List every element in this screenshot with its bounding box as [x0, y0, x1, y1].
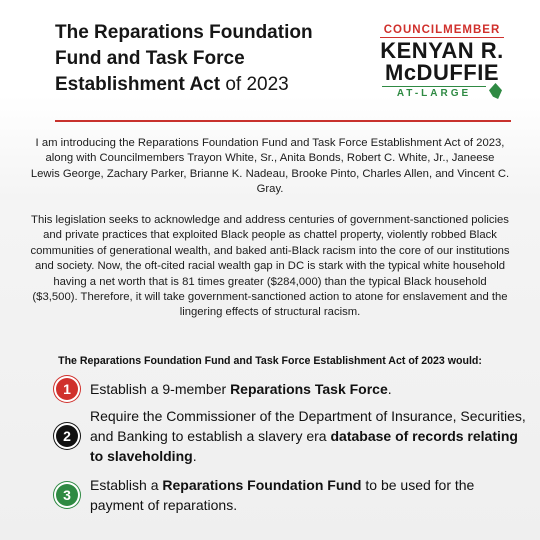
number-1-badge-icon: 1: [56, 378, 78, 400]
item-3-post: to be used for the payment of reparations.: [90, 477, 475, 513]
item-2-bold: database of records relating to slaveholding: [90, 428, 518, 464]
legislation-paragraph: This legislation seeks to acknowledge and address centuries of government-sanctioned policies and private practices that exploited Black people as chattel property, violently robbed Black communities of generational wealth, and baked anti-Black racism into the core of our institutions and society. Now, the oft-cited racial wealth gap in DC is stark with the typical white household having a net worth that is 81 times greater ($284,000) than the typical Black household ($3,500). Therefore, it will take government-sanctioned action to atone for enslavement and the lingering effects of structural racism.: [30, 214, 510, 319]
dc-map-icon: [489, 83, 502, 99]
title-line-3: [55, 72, 355, 98]
item-3-pre: Establish a: [90, 477, 163, 493]
item-1-pre: Establish a 9-member: [90, 381, 231, 397]
list-item-2: [56, 406, 526, 466]
title-line-1: The Reparations Foundation: [55, 22, 313, 43]
number-3-badge-icon: 3: [56, 484, 78, 506]
title-line-2: Fund and Task Force: [55, 48, 245, 69]
page-title: [55, 20, 355, 98]
list-item-1-text: [90, 379, 392, 399]
intro-paragraph: I am introducing the Reparations Foundation Fund and Task Force Establishment Act of 2023, along with Councilmembers Trayon White, Sr., Anita Bonds, Robert C. White, Jr., Janeese Lewis George, Zachary Parker, Brianne K. Nadeau, Brooke Pinto, Charles Allen, and Vincent C. Gray.: [30, 137, 510, 196]
item-1-post: .: [387, 381, 392, 397]
title-year: of 2023: [220, 74, 289, 95]
number-2-badge-icon: 2: [56, 425, 78, 447]
list-item-3-text: [90, 475, 526, 515]
list-item-3: [56, 475, 526, 515]
item-1-bold: Reparations Task Force: [230, 381, 388, 397]
list-item-2-text: [90, 406, 526, 466]
title-line-3-bold: Establishment Act: [55, 74, 221, 95]
header-divider: [55, 120, 511, 122]
item-2-pre: Require the Commissioner of the Department of Insurance, Securities, and Banking to establish a slavery era: [90, 408, 526, 444]
item-2-post: .: [192, 448, 197, 464]
councilmember-logo: [378, 24, 506, 99]
logo-at-large: [382, 86, 486, 99]
list-item-1: [56, 378, 526, 400]
item-3-bold: Reparations Foundation Fund: [162, 477, 362, 493]
logo-name-first: KENYAN R.: [380, 38, 504, 63]
logo-name-last: McDUFFIE: [385, 60, 499, 85]
logo-at-large-text: AT-LARGE: [396, 88, 472, 99]
summary-heading: The Reparations Foundation Fund and Task Force Establishment Act of 2023 would:: [58, 355, 482, 367]
logo-councilmember: COUNCILMEMBER: [380, 24, 504, 38]
